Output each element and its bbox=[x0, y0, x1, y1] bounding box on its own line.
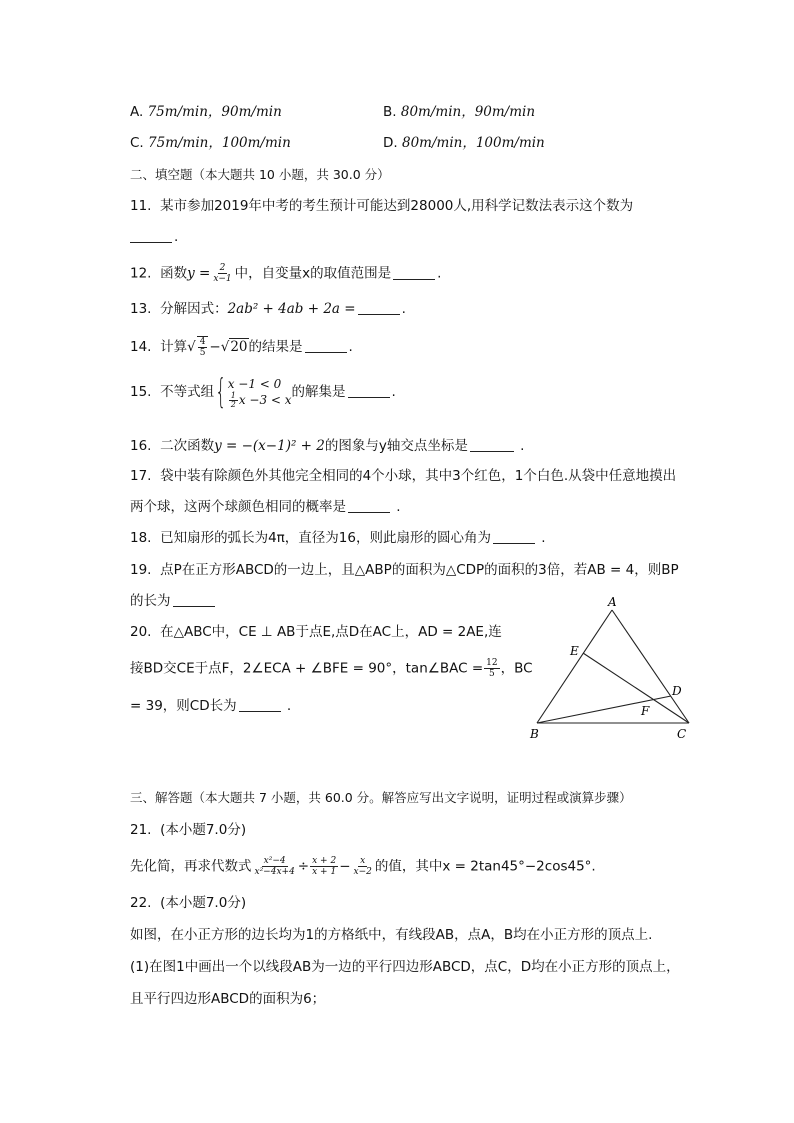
question-21 bbox=[130, 856, 596, 877]
question-text: 不等式组 bbox=[160, 384, 215, 400]
question-20 bbox=[130, 622, 502, 642]
question-number: 19. bbox=[130, 562, 152, 578]
question-number: 21. bbox=[130, 822, 152, 838]
triangle-figure bbox=[525, 595, 700, 743]
minus-sign: − bbox=[209, 339, 221, 355]
question-text: 的结果是 bbox=[248, 339, 303, 355]
question-text: 已知扇形的弧长为4π，直径为16，则此扇形的圆心角为 bbox=[160, 530, 491, 546]
denominator: x−2 bbox=[353, 867, 372, 877]
brace: { bbox=[215, 372, 227, 412]
inequality-system bbox=[214, 372, 292, 412]
question-text: 分解因式： bbox=[160, 301, 228, 317]
option-a bbox=[130, 102, 282, 122]
question-15 bbox=[130, 372, 396, 412]
period: . bbox=[541, 530, 546, 546]
answer-blank[interactable] bbox=[239, 697, 281, 712]
numerator: 2 bbox=[219, 263, 226, 273]
answer-blank[interactable] bbox=[493, 529, 535, 544]
math-expr: y = bbox=[187, 265, 211, 282]
fraction bbox=[310, 856, 338, 877]
question-22-line3: 且平行四边形ABCD的面积为6； bbox=[130, 991, 326, 1007]
segment-bd bbox=[537, 696, 671, 723]
period: . bbox=[174, 229, 179, 245]
option-value: 80m/min，90m/min bbox=[400, 104, 536, 120]
question-text: 袋中装有除颜色外其他完全相同的4个小球，其中3个红色，1个白色.从袋中任意地摸出 bbox=[160, 468, 677, 484]
label-d: D bbox=[672, 684, 682, 698]
denominator: x−1 bbox=[213, 274, 232, 284]
question-14 bbox=[130, 336, 353, 358]
answer-blank[interactable] bbox=[393, 265, 435, 280]
question-text: ，BC bbox=[500, 660, 533, 677]
question-score: (本小题7.0分) bbox=[160, 822, 247, 838]
period: . bbox=[391, 384, 396, 400]
question-text: 在△ABC中，CE ⊥ AB于点E,点D在AC上，AD = 2AE,连 bbox=[160, 624, 502, 640]
question-number: 13. bbox=[130, 301, 152, 317]
label-c: C bbox=[677, 727, 687, 741]
math-expr: y = −(x−1)² + 2 bbox=[214, 438, 325, 454]
denominator: 5 bbox=[199, 348, 206, 358]
question-text: 计算 bbox=[160, 339, 188, 355]
question-text: 接BD交CE于点F，2∠ECA + ∠BFE = 90°，tan∠BAC = bbox=[130, 660, 484, 677]
question-text: 两个球，这两个球颜色相同的概率是 bbox=[130, 499, 346, 515]
question-number: 12. bbox=[130, 265, 152, 282]
numerator: 12 bbox=[486, 658, 498, 668]
numerator: 4 bbox=[199, 337, 206, 347]
denominator: x + 1 bbox=[312, 867, 337, 877]
question-11 bbox=[130, 196, 633, 216]
operator: ÷ bbox=[297, 858, 310, 875]
answer-blank[interactable] bbox=[305, 338, 347, 353]
period: . bbox=[348, 339, 353, 355]
period: . bbox=[520, 438, 525, 454]
numerator: x²−4 bbox=[263, 856, 286, 866]
side-ab bbox=[537, 610, 612, 723]
option-value: 75m/min，90m/min bbox=[147, 104, 282, 120]
question-22-header bbox=[130, 893, 246, 913]
fraction bbox=[197, 336, 209, 358]
option-letter: B. bbox=[383, 104, 397, 120]
fraction bbox=[211, 263, 233, 284]
question-text: 中，自变量x的取值范围是 bbox=[234, 265, 392, 282]
denominator: 5 bbox=[489, 669, 495, 679]
answer-blank[interactable] bbox=[173, 592, 215, 607]
question-12 bbox=[130, 263, 441, 284]
option-letter: C. bbox=[130, 135, 144, 151]
sqrt-sign: √ bbox=[187, 339, 196, 355]
question-text: 点P在正方形ABCD的一边上，且△ABP的面积为△CDP的面积的3倍，若AB = 4，则BP bbox=[160, 562, 679, 578]
option-value: 75m/min，100m/min bbox=[148, 135, 291, 151]
question-number: 17. bbox=[130, 468, 152, 484]
question-text: 的长为 bbox=[130, 593, 171, 609]
period: . bbox=[437, 265, 442, 282]
period: . bbox=[396, 499, 401, 515]
option-letter: D. bbox=[383, 135, 398, 151]
question-13 bbox=[130, 299, 406, 319]
section-3-title: 三、解答题（本大题共 7 小题，共 60.0 分。解答应写出文字说明，证明过程或演算步骤） bbox=[130, 790, 632, 805]
question-text: 函数 bbox=[160, 265, 188, 282]
fraction bbox=[352, 856, 374, 877]
inequality-row: x −1 < 0 bbox=[227, 376, 282, 391]
question-11-answer bbox=[130, 227, 178, 247]
question-19 bbox=[130, 560, 679, 580]
answer-blank[interactable] bbox=[348, 383, 390, 398]
period: . bbox=[401, 301, 406, 317]
section-2-title: 二、填空题（本大题共 10 小题，共 30.0 分） bbox=[130, 167, 390, 182]
numerator: x bbox=[360, 856, 366, 866]
option-value: 80m/min，100m/min bbox=[401, 135, 545, 151]
radicand: 20 bbox=[230, 339, 248, 355]
question-16 bbox=[130, 436, 524, 456]
inequality-row bbox=[228, 392, 292, 409]
question-number: 16. bbox=[130, 438, 152, 454]
question-text: 先化简，再求代数式 bbox=[130, 858, 252, 875]
denominator: x²−4x+4 bbox=[254, 867, 295, 877]
numerator: x + 2 bbox=[312, 856, 337, 866]
question-number: 20. bbox=[130, 624, 152, 640]
inequality-text: x −3 < x bbox=[238, 392, 292, 407]
label-a: A bbox=[608, 595, 617, 609]
question-17 bbox=[130, 466, 676, 486]
answer-blank[interactable] bbox=[358, 300, 400, 315]
question-17-line2 bbox=[130, 497, 401, 517]
question-text: 的解集是 bbox=[291, 384, 346, 400]
question-20-line3 bbox=[130, 696, 291, 716]
question-number: 18. bbox=[130, 530, 152, 546]
math-expr: 2ab² + 4ab + 2a = bbox=[227, 301, 356, 317]
numerator: 1 bbox=[230, 390, 236, 400]
question-21-header bbox=[130, 820, 246, 840]
answer-blank[interactable] bbox=[348, 498, 390, 513]
question-20-line2 bbox=[130, 658, 533, 679]
question-number: 15. bbox=[130, 384, 152, 400]
question-18 bbox=[130, 528, 546, 548]
denominator: 2 bbox=[230, 399, 236, 409]
option-letter: A. bbox=[130, 104, 144, 120]
label-e: E bbox=[570, 644, 579, 658]
question-text: 的值，其中x = 2tan45°−2cos45°. bbox=[374, 858, 596, 875]
period: . bbox=[286, 698, 292, 714]
fraction bbox=[253, 856, 297, 877]
question-text: 某市参加2019年中考的考生预计可能达到28000人,用科学记数法表示这个数为 bbox=[160, 198, 634, 214]
question-text: = 39，则CD长为 bbox=[130, 698, 237, 714]
label-b: B bbox=[530, 727, 539, 741]
option-d bbox=[383, 133, 545, 153]
fraction bbox=[484, 658, 499, 679]
question-text: 二次函数 bbox=[160, 438, 215, 454]
question-text: 的图象与y轴交点坐标是 bbox=[324, 438, 468, 454]
question-score: (本小题7.0分) bbox=[160, 895, 247, 911]
question-22-line2: (1)在图1中画出一个以线段AB为一边的平行四边形ABCD，点C，D均在小正方形的顶点上， bbox=[130, 959, 680, 975]
question-number: 11. bbox=[130, 198, 152, 214]
question-number: 14. bbox=[130, 339, 152, 355]
operator: − bbox=[339, 858, 351, 875]
answer-blank[interactable] bbox=[130, 228, 172, 243]
option-b bbox=[383, 102, 535, 122]
question-number: 22. bbox=[130, 895, 152, 911]
question-19-line2 bbox=[130, 591, 217, 611]
answer-blank[interactable] bbox=[470, 437, 514, 452]
label-f: F bbox=[641, 704, 650, 718]
option-c bbox=[130, 133, 291, 153]
question-22-line1: 如图，在小正方形的边长均为1的方格纸中，有线段AB，点A，B均在小正方形的顶点上. bbox=[130, 927, 653, 943]
sqrt-sign: √ bbox=[220, 339, 230, 355]
